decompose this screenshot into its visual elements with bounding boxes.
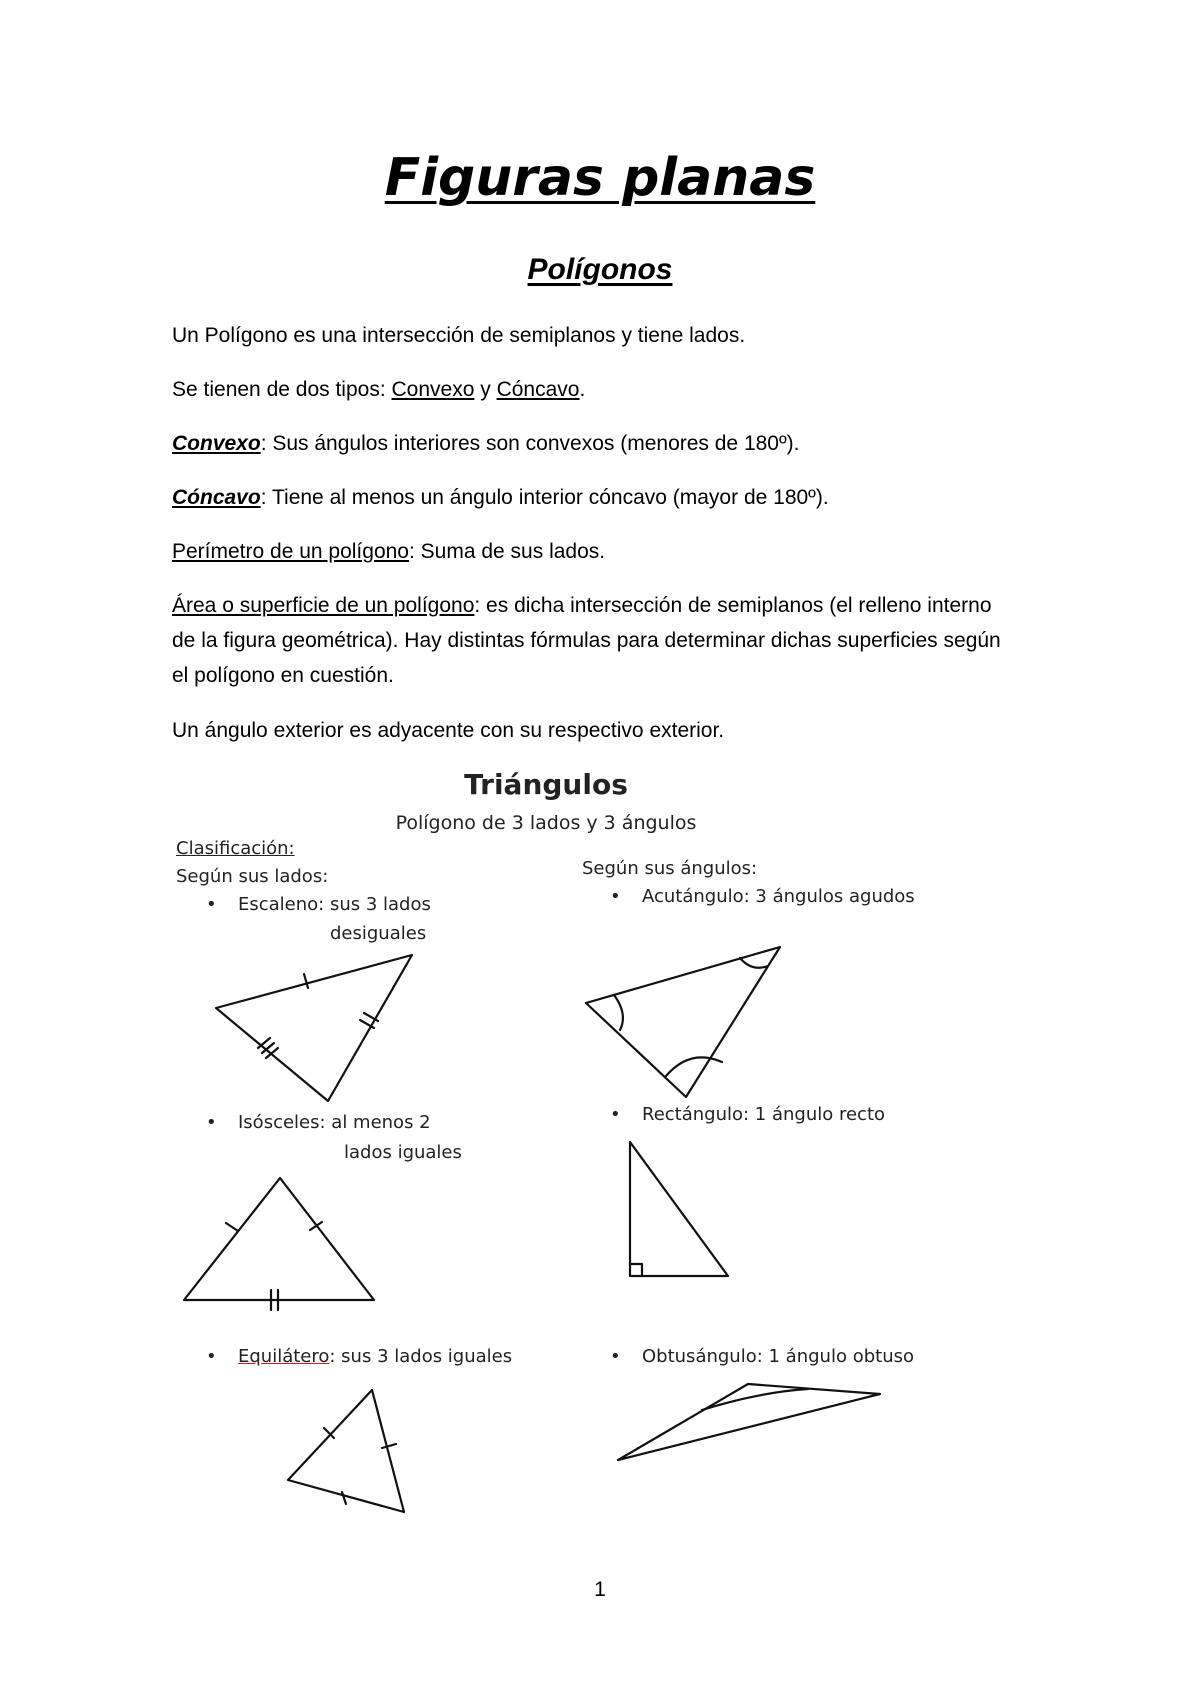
term-concavo: Cóncavo (496, 378, 580, 401)
by-angles-label: Según sus ángulos: (582, 858, 758, 879)
term-concavo-def: Cóncavo (172, 486, 261, 509)
bullet-icon: • (206, 1112, 217, 1133)
scalene-label: Escaleno: sus 3 lados (238, 894, 431, 915)
obtuse-label: Obtusángulo: 1 ángulo obtuso (642, 1346, 914, 1367)
by-sides-label: Según sus lados: (176, 866, 329, 887)
section-heading: Polígonos (527, 253, 673, 286)
scalene-label-cont: desiguales (330, 923, 427, 944)
isosceles-label-cont: lados iguales (344, 1142, 462, 1163)
isosceles-label: Isósceles: al menos 2 (238, 1112, 431, 1133)
acute-label: Acutángulo: 3 ángulos agudos (642, 886, 915, 907)
equilateral-label: Equilátero: sus 3 lados iguales (238, 1346, 513, 1367)
term-convexo-def: Convexo (172, 432, 261, 455)
paragraph-area: Área o superficie de un polígono: es dicha intersección de semiplanos (el relleno interno de la figura geométrica). Hay distintas fórmulas para determinar dichas superficies según el polígono en cuestión. (172, 594, 1001, 687)
right-triangle (630, 1142, 728, 1276)
bullet-icon: • (206, 1346, 217, 1367)
term-perimetro: Perímetro de un polígono (172, 540, 409, 563)
paragraph-definition: Un Polígono es una intersección de semiplanos y tiene lados. (172, 324, 746, 347)
bullet-icon: • (610, 1346, 621, 1367)
right-label: Rectángulo: 1 ángulo recto (642, 1104, 886, 1125)
paragraph-perimetro: Perímetro de un polígono: Suma de sus lados. (172, 540, 606, 563)
isosceles-triangle (184, 1178, 374, 1310)
bullet-icon: • (610, 886, 621, 907)
classification-label: Clasificación: (176, 838, 295, 859)
page-number: 1 (594, 1578, 606, 1601)
bullet-icon: • (610, 1104, 621, 1125)
figure-title: Triángulos (464, 768, 628, 801)
term-area: Área o superficie de un polígono (172, 594, 475, 617)
equilateral-triangle (288, 1390, 404, 1512)
term-convexo: Convexo (391, 378, 475, 401)
paragraph-convexo: Convexo: Sus ángulos interiores son convexos (menores de 180º). (172, 432, 800, 455)
obtuse-triangle (618, 1384, 880, 1460)
bullet-icon: • (206, 894, 217, 915)
paragraph-types: Se tienen de dos tipos: Convexo y Cóncavo. (172, 378, 586, 401)
paragraph-concavo: Cóncavo: Tiene al menos un ángulo interior cóncavo (mayor de 180º). (172, 486, 829, 509)
paragraph-angulo-exterior: Un ángulo exterior es adyacente con su respectivo exterior. (172, 719, 725, 742)
page-title: Figuras planas (384, 148, 816, 208)
figure-subtitle: Polígono de 3 lados y 3 ángulos (395, 812, 697, 834)
acute-triangle (586, 947, 780, 1097)
scalene-triangle (216, 955, 412, 1101)
